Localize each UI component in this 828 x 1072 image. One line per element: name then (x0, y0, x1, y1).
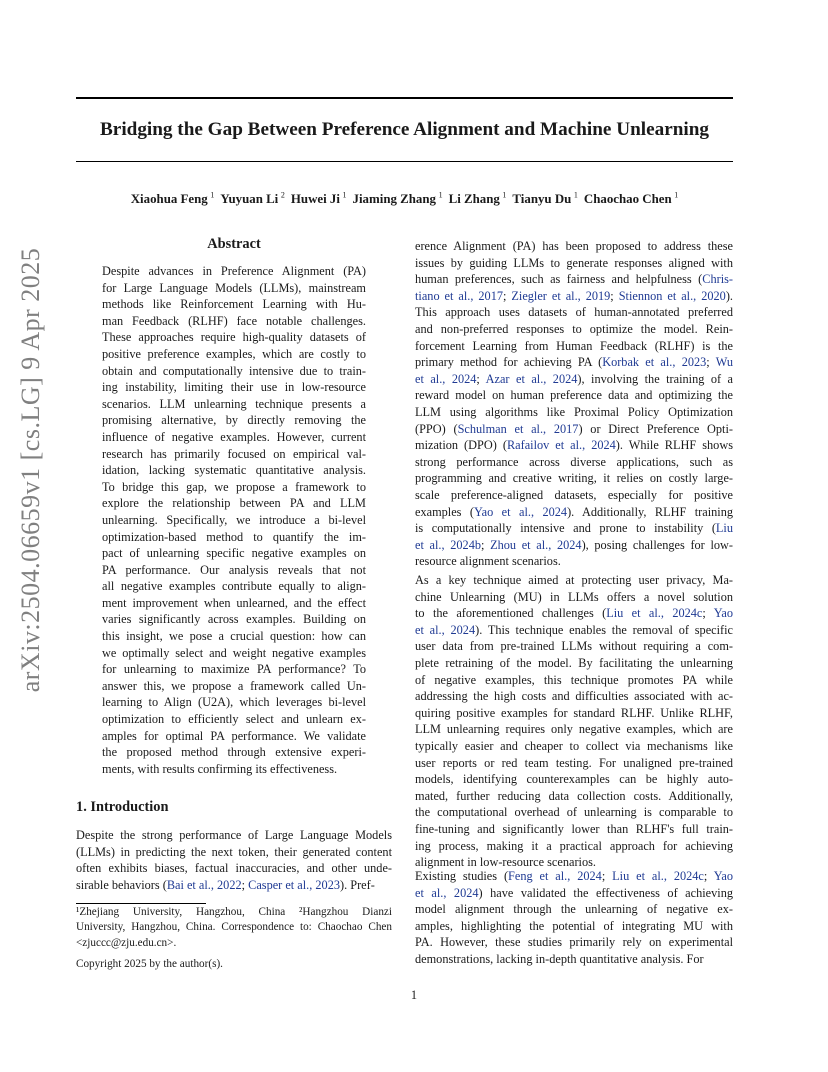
text-line: user data from pre-trained LLMs without requiring a com- (415, 639, 733, 654)
page-number: 1 (410, 988, 418, 1002)
text-line: influence of negative examples. However, current (102, 429, 366, 444)
intro-paragraph (76, 827, 392, 893)
text-line: learning to Align (U2A), which leverages bi-level (102, 695, 366, 710)
citation-link[interactable]: Yao (713, 606, 733, 621)
text-line: ¹Zhejiang University, Hangzhou, China ²Hangzhou Dianzi (76, 906, 392, 918)
text-line: primary method for achieving PA (Korbak et al., 2023; Wu (415, 355, 734, 370)
text-line: mated, further reducing data collection costs. Additionally, (415, 788, 733, 803)
text-line: user reports or red team testing. For unaligned pre-trained (415, 755, 733, 770)
text-line: varies significantly across examples. Building on (102, 612, 366, 627)
author-name: Xiaohua Feng $^1$ (130, 191, 215, 207)
abstract-heading: Abstract (207, 236, 261, 252)
text-line: optimization-based method to quantify the im- (102, 529, 366, 544)
text-line: sirable behaviors (Bai et al., 2022; Casper et al., 2023). Pref- (76, 877, 375, 892)
abstract-body (102, 263, 366, 777)
affiliation-footnote (76, 905, 392, 951)
text-line: unlearning. Specifically, we introduce a bi-level (102, 512, 366, 527)
citation-link[interactable]: Bai et al., 2022 (166, 877, 242, 892)
text-line: reward model on human preference data and optimizing the (415, 388, 733, 403)
text-line: often exhibits biases, factual inaccuracies, and other unde- (76, 861, 392, 876)
text-line: is computationally intensive and prone to instability (Liu (415, 521, 733, 536)
text-line: ing instability, limiting their use in low-resource (102, 380, 366, 395)
text-line: PA. However, these studies primarily rely on experimental (415, 935, 733, 950)
citation-link[interactable]: Yao et al., 2024 (473, 504, 568, 519)
text-line: mization (DPO) (Rafailov et al., 2024). While RLHF shows (415, 438, 733, 453)
text-line: ing process, making it a practical approach for achieving (415, 838, 733, 853)
text-line: methods like Reinforcement Learning with Hu- (102, 297, 366, 312)
author-name: Li Zhang $^1$ (448, 191, 507, 207)
text-line: demonstrations, lacking in-depth quantitative analysis. For (415, 951, 704, 966)
affiliation-marker: 2 (280, 191, 285, 200)
text-line: tiano et al., 2017; Ziegler et al., 2019; Stiennon et al., 2020). (415, 288, 733, 303)
text-line: Despite the strong performance of Large Language Models (76, 828, 392, 842)
affiliation-marker: 1 (342, 191, 347, 200)
text-line: programming and creative writing, it relies on costly large- (415, 471, 733, 486)
citation-link[interactable]: tiano et al., 2017 (415, 288, 503, 303)
text-line: idation, lacking systematic quantitative analysis. (102, 463, 366, 478)
affiliation-marker: 1 (674, 191, 679, 200)
text-line: amples for optimal PA performance. We validate (102, 728, 366, 743)
affiliation-marker: 1 (502, 191, 507, 200)
text-line: et al., 2024). This technique enables the removal of specific (415, 622, 734, 637)
author-name: Huwei Ji $^1$ (290, 191, 347, 207)
text-line: research has primarily focused on empirical val- (102, 446, 366, 461)
text-line: plete retraining of the model. By facilitating the unlearning (415, 655, 733, 670)
author-name: Chaochao Chen $^1$ (583, 191, 679, 207)
text-line: we optimally select and weight negative examples (102, 645, 366, 660)
text-line: addressing the high costs and difficulties associated with ac- (415, 689, 733, 704)
text-line: answer this, we propose a framework called Un- (102, 678, 366, 693)
author-name: Yuyuan Li $^2$ (220, 191, 285, 207)
paper-title: Bridging the Gap Between Preference Alignment and Machine Unlearning (100, 119, 709, 140)
citation-link[interactable]: Ziegler et al., 2019 (511, 288, 611, 303)
text-line: promising alternative, by directly removing the (102, 413, 366, 428)
text-line: examples (Yao et al., 2024). Additionally, RLHF training (415, 504, 733, 519)
affiliation-marker: 1 (573, 191, 578, 200)
citation-link[interactable]: Schulman et al., 2017 (457, 421, 579, 436)
citation-link[interactable]: et al., 2024 (415, 885, 479, 900)
citation-link[interactable]: Liu (715, 521, 733, 536)
text-line: As a key technique aimed at protecting user privacy, Ma- (415, 573, 733, 587)
text-line: forcement Learning from Human Feedback (RLHF) is the (415, 338, 733, 353)
affiliation-marker: 1 (210, 191, 215, 200)
citation-link[interactable]: Rafailov et al., 2024 (506, 438, 616, 453)
section-heading-introduction: 1. Introduction (76, 799, 169, 815)
text-line: resource alignment scenarios. (415, 554, 561, 569)
text-line: chine Unlearning (MU) in LLMs offers a novel solution (415, 589, 733, 604)
citation-link[interactable]: Zhou et al., 2024 (490, 537, 582, 552)
text-line: et al., 2024; Azar et al., 2024), involving the training of a (415, 371, 734, 386)
citation-link[interactable]: Azar et al., 2024 (485, 371, 578, 386)
text-line: This approach uses datasets of human-annotated preferred (415, 305, 733, 320)
citation-link[interactable]: Stiennon et al., 2020 (618, 288, 726, 303)
text-line: to the aforementioned challenges (Liu et al., 2024c; Yao (415, 606, 733, 621)
arxiv-id-text: arXiv:2504.06659v1 [cs.LG] 9 Apr 2025 (16, 247, 45, 693)
text-line: quiring positive examples for standard RLHF. Unlike RLHF, (415, 705, 733, 720)
text-line: the computational overhead of unlearning is comparable to (415, 805, 733, 820)
citation-link[interactable]: Liu et al., 2024c (612, 869, 704, 883)
author-name: Tianyu Du $^1$ (512, 191, 578, 207)
text-line: strong performance across diverse applications, such as (415, 454, 733, 469)
citation-link[interactable]: et al., 2024 (415, 622, 476, 637)
text-line: pact of unlearning specific negative examples on (102, 546, 366, 561)
affiliation-marker: 1 (438, 191, 443, 200)
text-line: human preferences, such as fairness and helpfulness (Chris- (415, 272, 733, 287)
copyright-notice: Copyright 2025 by the author(s). (76, 958, 223, 970)
right-paragraph-1 (415, 238, 733, 570)
text-line: the proposed method through extensive experi- (102, 745, 366, 760)
text-line: ment improvement when unlearned, and the effect (102, 595, 366, 610)
text-line: PA performance. Our analysis reveals that not (102, 562, 366, 577)
text-line: (LLMs) in predicting the next token, their generated content (76, 844, 392, 859)
citation-link[interactable]: Yao (713, 869, 733, 883)
text-line: of negative examples, this technique promotes PA while (415, 672, 733, 687)
text-line: man Feedback (RLHF) face notable challenges. (102, 313, 366, 328)
text-line: model alignment through the unlearning of negative ex- (415, 902, 733, 917)
citation-link[interactable]: Feng et al., 2024 (508, 869, 602, 883)
text-line: To bridge this gap, we propose a framework to (102, 479, 366, 494)
text-line: models, identifying counterexamples can be highly auto- (415, 772, 733, 787)
citation-link[interactable]: Korbak et al., 2023 (602, 355, 707, 370)
text-line: issues by guiding LLMs to generate responses aligned with (415, 255, 733, 270)
text-line: fine-tuning and significantly lower than RLHF's full train- (415, 821, 733, 836)
text-line: erence Alignment (PA) has been proposed to address these (415, 239, 733, 253)
text-line: These approaches require high-quality datasets of (102, 330, 366, 345)
text-line: obtain and computationally intensive due to train- (102, 363, 366, 378)
text-line: Existing studies (Feng et al., 2024; Liu et al., 2024c; Yao (415, 869, 733, 883)
text-line: and non-preferred responses to optimize the model. Rein- (415, 321, 733, 336)
text-line: positive preference examples, which are costly to (102, 346, 366, 361)
title-rule-bottom (76, 161, 733, 162)
text-line: optimization to efficiently select and unlearn ex- (102, 712, 366, 727)
text-line: LLM using algorithms like Proximal Policy Optimization (415, 404, 733, 419)
text-line: Despite advances in Preference Alignment (PA) (102, 264, 366, 278)
text-line: et al., 2024) have validated the effectiveness of achieving (415, 885, 733, 900)
citation-link[interactable]: et al., 2024b (415, 537, 481, 552)
citation-link[interactable]: Wu (715, 355, 734, 370)
text-line: et al., 2024b; Zhou et al., 2024), posing challenges for low- (415, 537, 733, 552)
text-line: <zjuccc@zju.edu.cn>. (76, 936, 177, 949)
author-name: Jiaming Zhang $^1$ (352, 191, 443, 207)
right-paragraph-3 (415, 868, 733, 968)
author-list (76, 191, 733, 207)
text-line: explore the relationship between PA and LLM (102, 496, 366, 511)
title-rule-top (76, 97, 733, 99)
text-line: amples, highlighting the potential of integrating MU with (415, 918, 733, 933)
text-line: for Large Language Models (LLMs), mainstream (102, 280, 366, 295)
text-line: all negative examples contribute equally to align- (102, 579, 366, 594)
citation-link[interactable]: et al., 2024 (415, 371, 477, 386)
text-line: LLM unlearning requires only negative examples, which are (415, 722, 733, 737)
footnote-rule (76, 903, 206, 904)
citation-link[interactable]: Casper et al., 2023 (248, 877, 340, 892)
text-line: University, Hangzhou, China. Correspondence to: Chaochao Chen (76, 921, 392, 934)
text-line: ments, with results confirming its effectiveness. (102, 761, 338, 776)
citation-link[interactable]: Chris- (702, 272, 733, 287)
text-line: (PPO) (Schulman et al., 2017) or Direct Preference Opti- (415, 421, 733, 436)
citation-link[interactable]: Liu et al., 2024c (606, 606, 703, 621)
text-line: this insight, we pose a crucial question: how can (102, 629, 366, 644)
text-line: scenarios. LLM unlearning technique presents a (102, 396, 366, 411)
text-line: typically easier and cheaper to collect via mechanisms like (415, 738, 733, 753)
text-line: alignment in low-resource scenarios. (415, 855, 596, 870)
right-paragraph-2 (415, 572, 733, 871)
text-line: for unlearning to maximize PA performance? To (102, 662, 366, 677)
text-line: scale preference-aligned datasets, especially for positive (415, 487, 733, 502)
